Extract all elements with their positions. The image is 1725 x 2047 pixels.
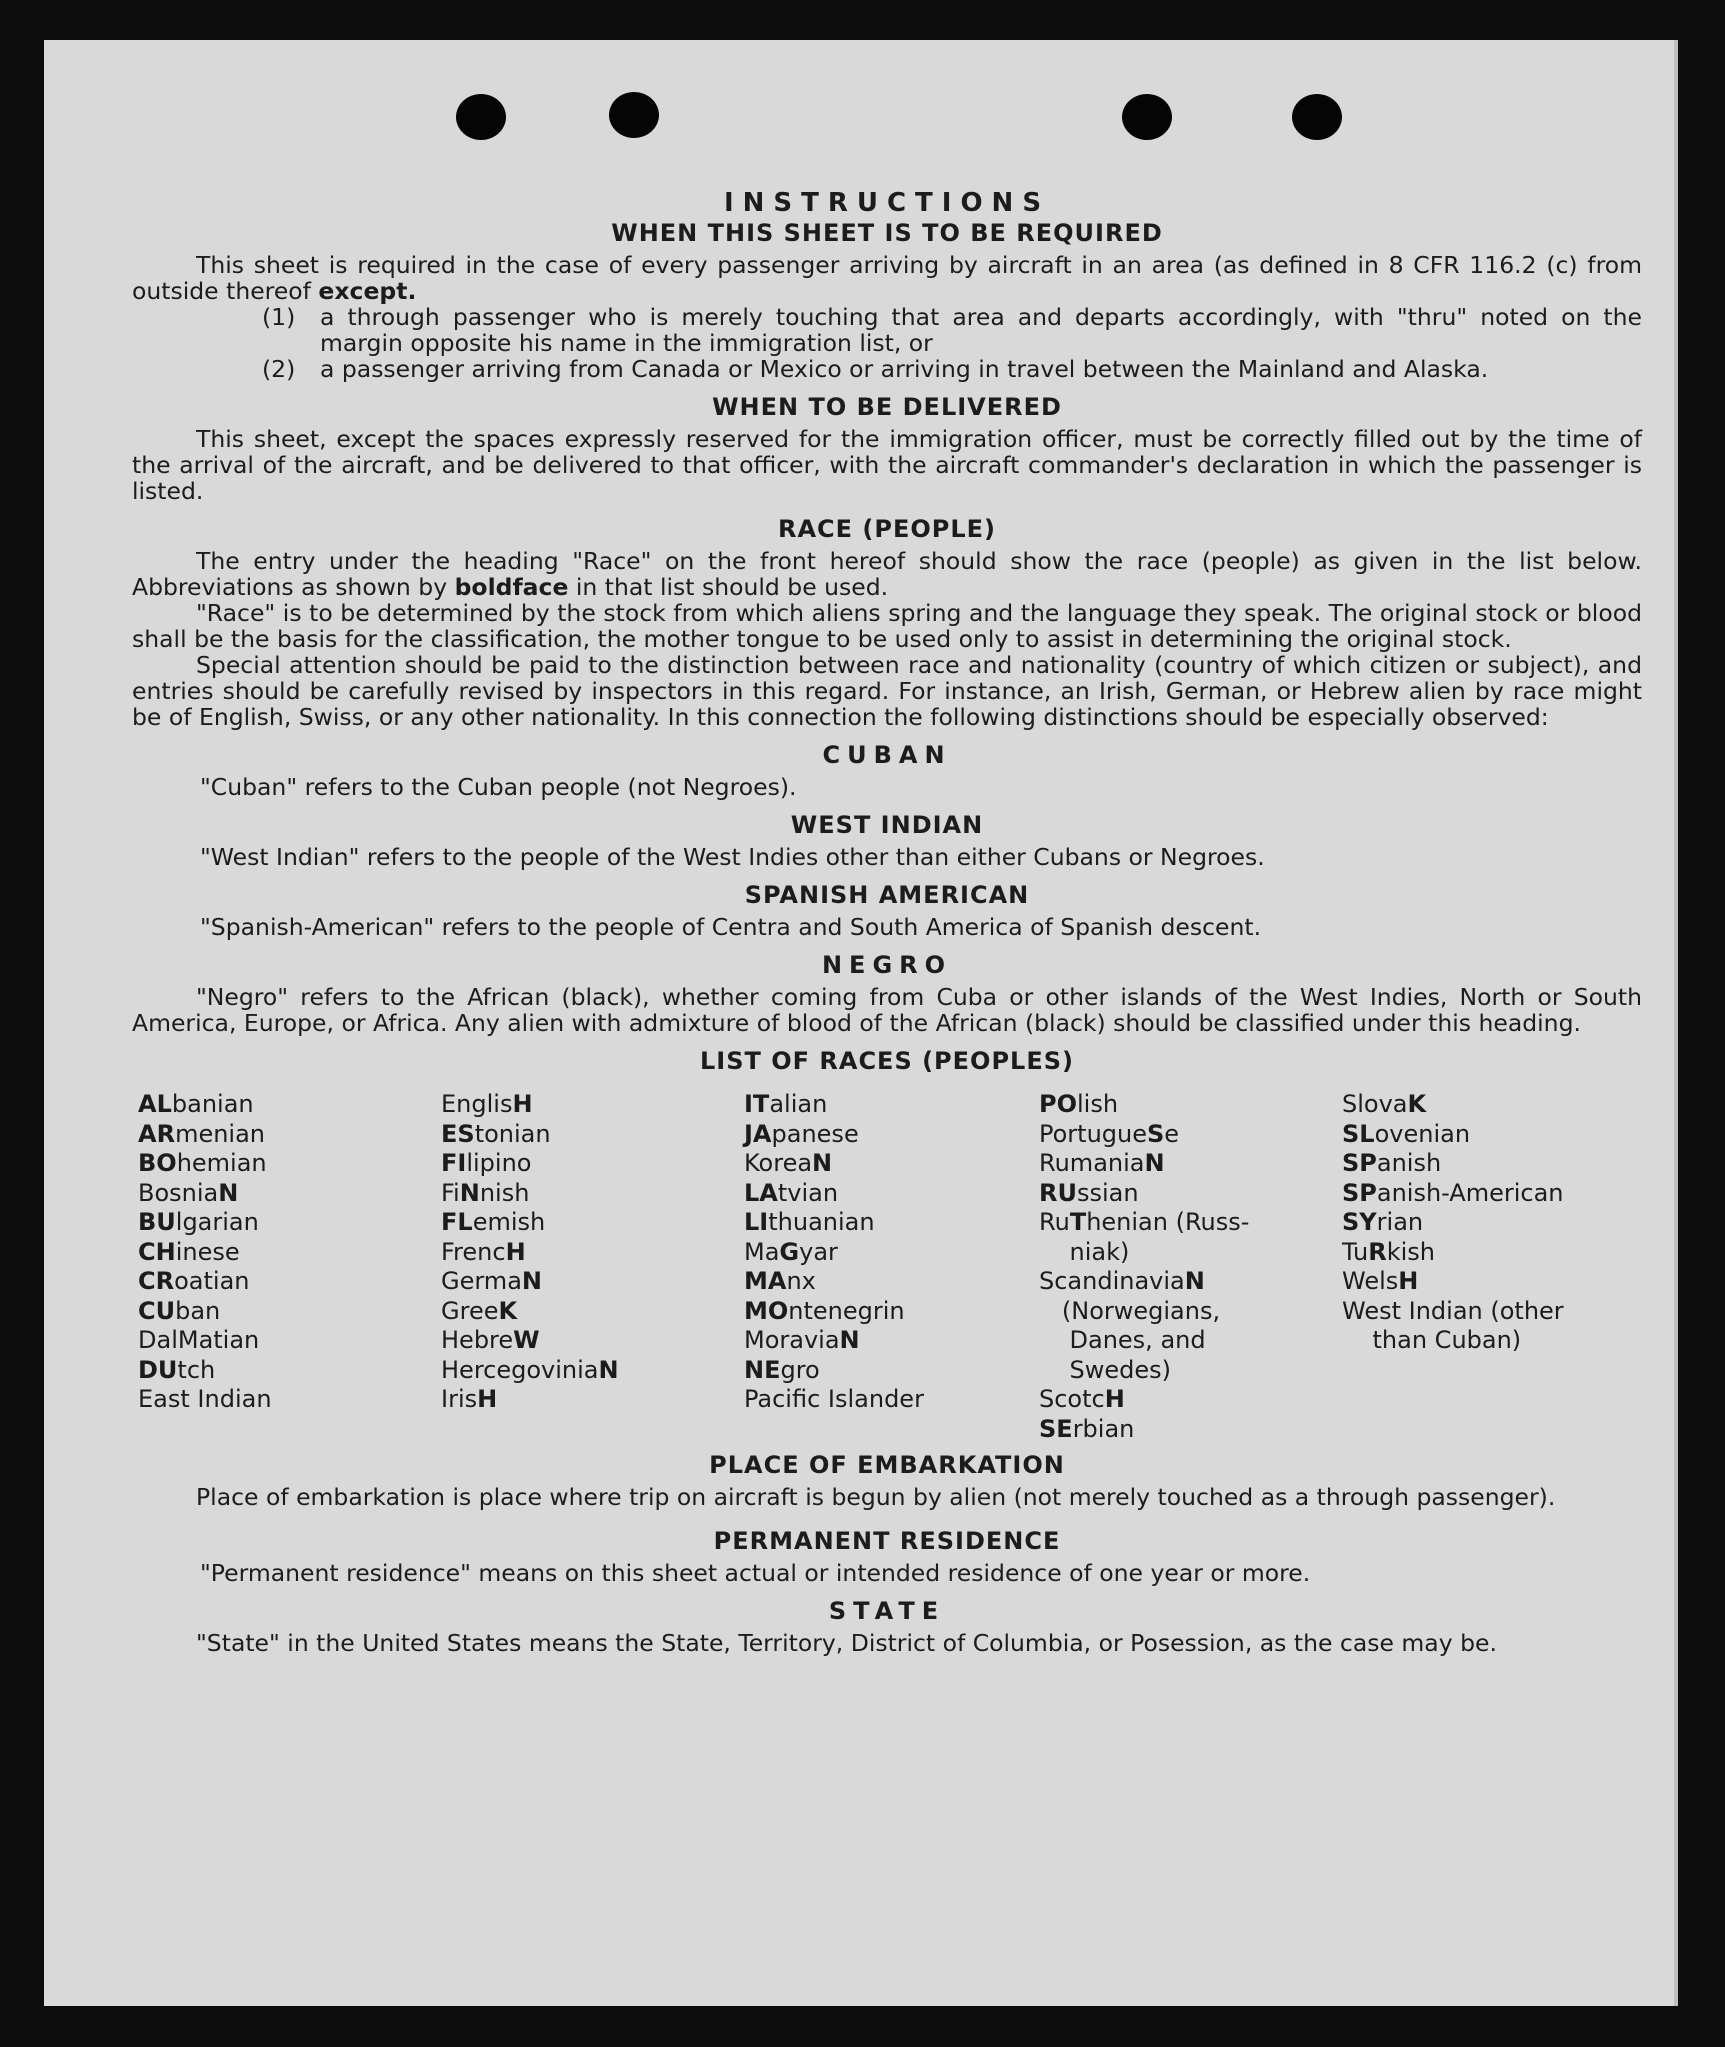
race-entry: POlish xyxy=(1039,1090,1119,1118)
punch-hole xyxy=(609,92,659,138)
race-entry: IrisH xyxy=(441,1385,498,1413)
punch-hole xyxy=(456,94,506,140)
heading-delivered: WHEN TO BE DELIVERED xyxy=(712,393,1062,421)
heading-west-indian: WEST INDIAN xyxy=(790,811,984,839)
race-entry: BOhemian xyxy=(138,1149,267,1177)
race-entry: ARmenian xyxy=(138,1119,266,1148)
heading-race: RACE (PEOPLE) xyxy=(777,515,997,543)
heading-list-of-races: LIST OF RACES (PEOPLES) xyxy=(700,1047,1074,1075)
race-entry: FiNnish xyxy=(441,1178,530,1207)
race-entry: LAtvian xyxy=(744,1178,839,1207)
heading-spanish-american: SPANISH AMERICAN xyxy=(744,881,1030,909)
race-entry: EnglisH xyxy=(441,1090,533,1118)
race-entry: MaGyar xyxy=(744,1237,838,1266)
negro-text: "Negro" refers to the African (black), whether coming from Cuba or other islands of the West Indies, North or South America, Europe, or Africa. Any alien with admixture of blood of the African (black) should be classified under this heading. xyxy=(132,983,1642,1037)
cuban-text: "Cuban" refers to the Cuban people (not Negroes). xyxy=(200,773,797,801)
race-entry: than Cuban) xyxy=(1342,1326,1522,1354)
race-entry: MoraviaN xyxy=(744,1326,860,1354)
race-entry: NEgro xyxy=(744,1355,820,1384)
document-sheet xyxy=(44,40,1678,2006)
race-entry: BUlgarian xyxy=(138,1208,259,1236)
required-item-2: (2) a passenger arriving from Canada or Mexico or arriving in travel between the Mainland and Alaska. xyxy=(262,355,1489,383)
race-entry: Pacific Islander xyxy=(744,1385,924,1413)
races-column xyxy=(744,1090,1039,1444)
races-column xyxy=(1342,1090,1648,1444)
heading-state: STATE xyxy=(828,1597,946,1625)
race-entry: EStonian xyxy=(441,1119,551,1148)
heading-cuban: CUBAN xyxy=(822,741,952,769)
race-entry: MAnx xyxy=(744,1267,816,1295)
races-column xyxy=(138,1090,441,1444)
delivered-text: This sheet, except the spaces expressly reserved for the immigration officer, must be correctly filled out by the time of the arrival of the aircraft, and be delivered to that officer, with the aircraft commander's declaration in which the passenger is listed. xyxy=(132,425,1642,505)
race-entry: East Indian xyxy=(138,1385,272,1413)
race-entry: ITalian xyxy=(744,1090,828,1118)
race-entry: RUssian xyxy=(1039,1178,1139,1207)
race-entry: GreeK xyxy=(441,1296,518,1325)
race-entry: PortugueSe xyxy=(1039,1119,1180,1148)
race-entry: CRoatian xyxy=(138,1267,250,1295)
race-entry: West Indian (other xyxy=(1342,1296,1564,1325)
race-entry: MOntenegrin xyxy=(744,1296,905,1325)
race-entry: RumaniaN xyxy=(1039,1149,1165,1177)
embarkation-text: Place of embarkation is place where trip on aircraft is begun by alien (not merely touched as a through passenger). xyxy=(196,1483,1556,1511)
race-entry: HebreW xyxy=(441,1326,540,1354)
race-paragraph-1: The entry under the heading "Race" on the front hereof should show the race (people) as given in the list below. Abbreviations as shown by boldface in that list should be used. xyxy=(132,547,1642,601)
race-entry: KoreaN xyxy=(744,1149,833,1177)
race-entry: DUtch xyxy=(138,1355,216,1384)
page-title: INSTRUCTIONS xyxy=(723,188,1051,218)
heading-required: WHEN THIS SHEET IS TO BE REQUIRED xyxy=(611,219,1163,247)
race-entry: DalMatian xyxy=(138,1326,260,1354)
race-entry: (Norwegians, xyxy=(1039,1296,1221,1325)
heading-permanent-residence: PERMANENT RESIDENCE xyxy=(713,1527,1061,1555)
races-list xyxy=(132,1090,1642,1444)
race-entry: LIthuanian xyxy=(744,1208,875,1236)
race-entry: ScotcH xyxy=(1039,1385,1125,1413)
race-entry: SYrian xyxy=(1342,1208,1424,1236)
race-entry: JApanese xyxy=(744,1119,859,1148)
state-text: "State" in the United States means the State, Territory, District of Columbia, or Posession, as the case may be. xyxy=(196,1629,1497,1657)
races-column xyxy=(441,1090,744,1444)
race-entry: Swedes) xyxy=(1039,1355,1172,1384)
race-entry: FLemish xyxy=(441,1208,546,1236)
race-entry: SPanish xyxy=(1342,1149,1442,1177)
race-entry: SErbian xyxy=(1039,1414,1135,1443)
race-entry: BosniaN xyxy=(138,1178,239,1207)
race-entry: FrencH xyxy=(441,1237,526,1266)
punch-hole xyxy=(1292,94,1342,140)
race-entry: CUban xyxy=(138,1296,221,1325)
races-column xyxy=(1039,1090,1342,1444)
race-paragraph-2: "Race" is to be determined by the stock from which aliens spring and the language they speak. The original stock or blood shall be the basis for the classification, the mother tongue to be used only to assist in determining the original stock. xyxy=(132,599,1642,653)
race-entry: ALbanian xyxy=(138,1090,254,1118)
heading-embarkation: PLACE OF EMBARKATION xyxy=(709,1451,1065,1479)
race-entry: SlovaK xyxy=(1342,1090,1427,1118)
race-entry: RuThenian (Russ- xyxy=(1039,1208,1250,1236)
race-entry: SPanish-American xyxy=(1342,1178,1564,1207)
permanent-residence-text: "Permanent residence" means on this sheet actual or intended residence of one year or more. xyxy=(200,1559,1311,1587)
race-paragraph-3: Special attention should be paid to the distinction between race and nationality (country of which citizen or subject), and entries should be carefully revised by inspectors in this regard. For instance, an Irish, German, or Hebrew alien by race might be of English, Swiss, or any other nationality. In this connection the following distinctions should be especially observed: xyxy=(132,651,1642,731)
race-entry: HercegoviniaN xyxy=(441,1355,619,1384)
heading-negro: NEGRO xyxy=(821,951,953,979)
race-entry: Danes, and xyxy=(1039,1326,1206,1354)
required-intro: This sheet is required in the case of every passenger arriving by aircraft in an area (as defined in 8 CFR 116.2 (c) from outside thereof except. xyxy=(132,251,1642,305)
west-indian-text: "West Indian" refers to the people of the West Indies other than either Cubans or Negroes. xyxy=(200,843,1265,871)
race-entry: SLovenian xyxy=(1342,1119,1471,1148)
race-entry: CHinese xyxy=(138,1237,240,1266)
spanish-american-text: "Spanish-American" refers to the people of Centra and South America of Spanish descent. xyxy=(200,913,1262,941)
race-entry: GermaN xyxy=(441,1267,542,1295)
race-entry: WelsH xyxy=(1342,1267,1419,1295)
punch-hole xyxy=(1122,94,1172,140)
race-entry: niak) xyxy=(1039,1237,1130,1266)
race-entry: TuRkish xyxy=(1342,1237,1435,1266)
instructions-content xyxy=(132,190,1642,1656)
race-entry: ScandinaviaN xyxy=(1039,1267,1205,1295)
required-item-1: (1) a through passenger who is merely touching that area and departs accordingly, with "thru" noted on the margin opposite his name in the immigration list, or xyxy=(262,303,1642,357)
race-entry: FIlipino xyxy=(441,1149,532,1177)
